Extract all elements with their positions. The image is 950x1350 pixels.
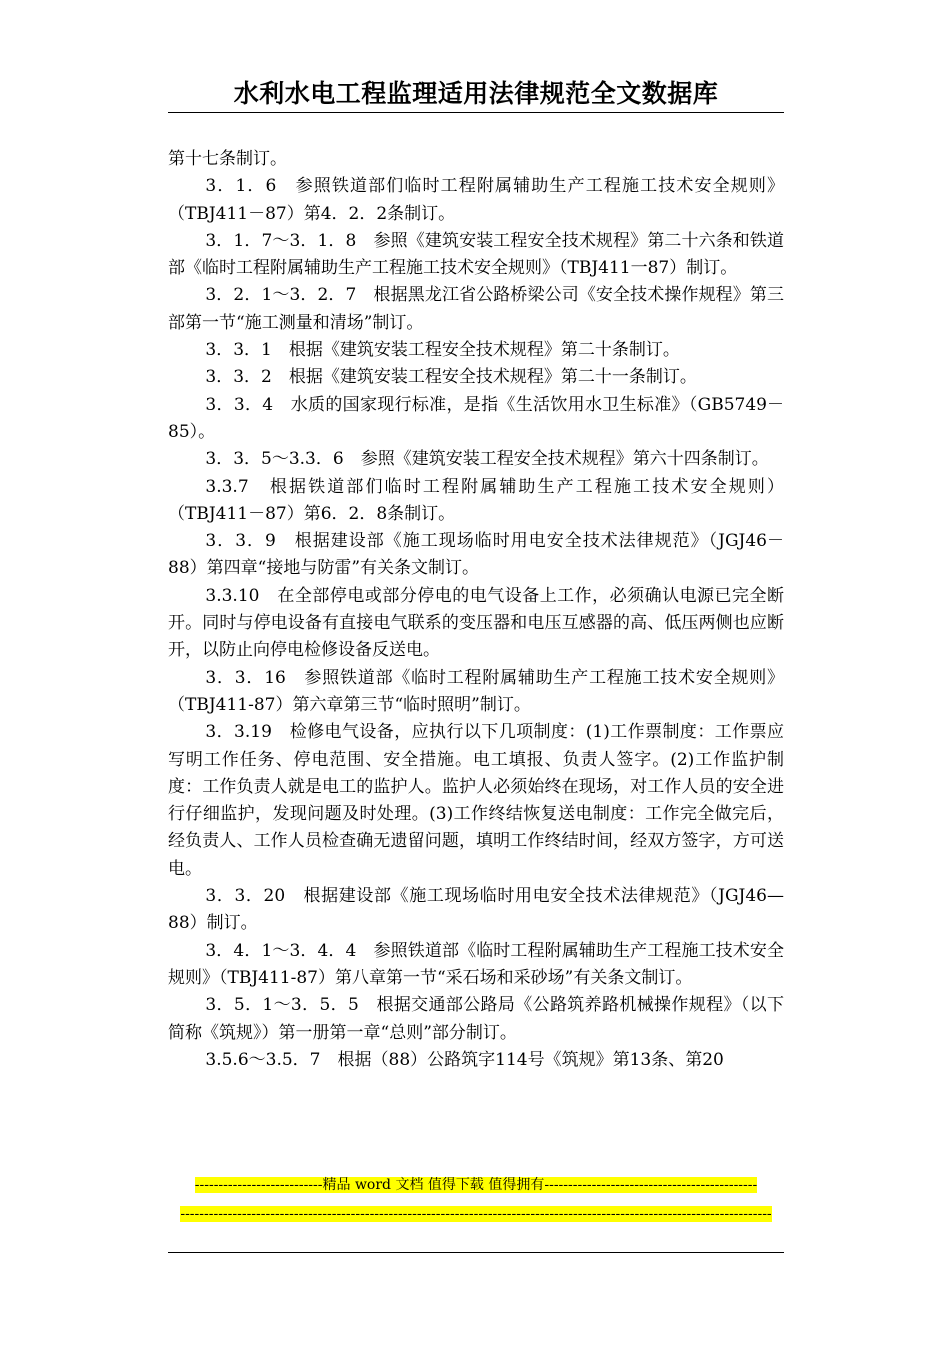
- paragraph-15: 3．4．1～3．4．4 参照铁道部《临时工程附属辅助生产工程施工技术安全规则》（TBJ411-87）第八章第一节“采石场和采砂场”有关条文制订。: [168, 940, 784, 988]
- paragraph-12: 3．3．16 参照铁道部《临时工程附属辅助生产工程施工技术安全规则》（TBJ411-87）第六章第三节“临时照明”制订。: [168, 667, 784, 715]
- document-body: [168, 146, 784, 1074]
- paragraph-2: 3．1．6 参照铁道部们临时工程附属辅助生产工程施工技术安全规则》（TBJ411－87）第4．2．2条制订。: [168, 176, 784, 224]
- paragraph-16: 3．5．1～3．5．5 根据交通部公路局《公路筑养路机械操作规程》（以下简称《筑规》）第一册第一章“总则”部分制订。: [168, 995, 784, 1043]
- footer-divider: [168, 1252, 784, 1253]
- footer-banner: [168, 1176, 784, 1234]
- paragraph-5: 3．3．1 根据《建筑安装工程安全技术规程》第二十条制订。: [205, 340, 680, 361]
- paragraph-14: 3．3．20 根据建设部《施工现场临时用电安全技术法律规范》（JGJ46—88）制订。: [168, 886, 784, 934]
- paragraph-13: 3．3.19 检修电气设备，应执行以下几项制度：(1)工作票制度：工作票应写明工作任务、停电范围、安全措施。电工填报、负责人签字。(2)工作监护制度：工作负责人就是电工的监护人。监护人必须始终在现场，对工作人员的安全进行仔细监护，发现问题及时处理。(3)工作终结恢复送电制度：工作完全做完后，经负责人、工作人员检查确无遗留问题，填明工作终结时间，经双方签字，方可送电。: [168, 722, 784, 879]
- paragraph-17: 3.5.6～3.5．7 根据（88）公路筑字114号《筑规》第13条、第20: [205, 1049, 724, 1070]
- paragraph-3: 3．1．7～3．1．8 参照《建筑安装工程安全技术规程》第二十六条和铁道部《临时工程附属辅助生产工程施工技术安全规则》（TBJ411一87）制订。: [168, 230, 784, 279]
- paragraph-4: 3．2．1～3．2．7 根据黑龙江省公路桥梁公司《安全技术操作规程》第三部第一节“施工测量和清场”制订。: [168, 285, 784, 333]
- paragraph-6: 3．3．2 根据《建筑安装工程安全技术规程》第二十一条制订。: [205, 367, 697, 388]
- paragraph-8: 3．3．5～3.3．6 参照《建筑安装工程安全技术规程》第六十四条制订。: [205, 449, 769, 470]
- paragraph-11: 3.3.10 在全部停电或部分停电的电气设备上工作，必须确认电源已完全断开。同时与停电设备有直接电气联系的变压器和电压互感器的高、低压两侧也应断开，以防止向停电检修设备反送电。: [168, 585, 784, 661]
- footer-watermark-text: ---------------------------精品 word 文档 值得下载 值得拥有---------------------------------------------: [194, 1177, 758, 1193]
- page-title: 水利水电工程监理适用法律规范全文数据库: [168, 76, 784, 113]
- paragraph-1: 第十七条制订。: [168, 149, 287, 169]
- paragraph-10: 3．3．9 根据建设部《施工现场临时用电安全技术法律规范》（JGJ46－88）第四章“接地与防雷”有关条文制订。: [168, 531, 784, 579]
- paragraph-7: 3．3．4 水质的国家现行标准，是指《生活饮用水卫生标准》（GB5749－85）。: [168, 394, 784, 442]
- paragraph-9: 3.3.7 根据铁道部们临时工程附属辅助生产工程施工技术安全规则）（TBJ411－87）第6．2．8条制订。: [168, 476, 784, 524]
- footer-dash-line: -----------------------------------------------------------------------------------------------------------------------------: [180, 1206, 772, 1222]
